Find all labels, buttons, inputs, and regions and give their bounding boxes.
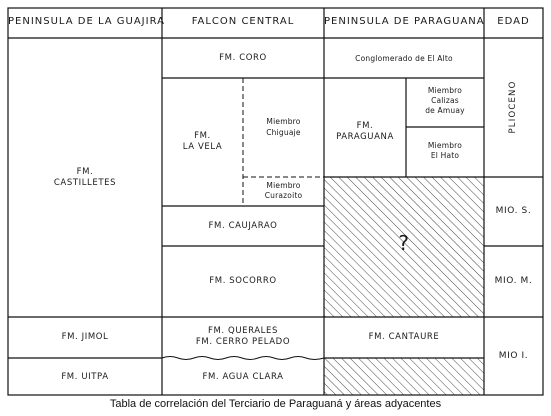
edad-mio-s: MIO. S. (495, 206, 532, 216)
conglomerado-el-alto: Conglomerado de El Alto (355, 54, 453, 63)
edad-mio-m: MIO. M. (494, 276, 533, 286)
fm-paraguana: FM. PARAGUANA (336, 121, 394, 142)
miembro-curazoito: Miembro Curazoito (264, 181, 303, 200)
miembro-el-hato: Miembro El Hato (427, 141, 463, 160)
fm-agua-clara: FM. AGUA CLARA (202, 372, 284, 382)
fm-querales-cerro-pelado: FM. QUERALES FM. CERRO PELADO (195, 326, 291, 347)
fm-coro: FM. CORO (219, 53, 267, 63)
header-paraguana: PENINSULA DE PARAGUANA (324, 16, 485, 27)
unconformity-line (162, 357, 324, 360)
fm-jimol: FM. JIMOL (61, 332, 109, 342)
fm-castilletes: FM. CASTILLETES (53, 167, 117, 188)
header-edad: EDAD (497, 16, 530, 27)
edad-plioceno: PLIOCENO (508, 80, 518, 134)
fm-uitpa: FM. UITPA (61, 372, 109, 382)
fm-socorro: FM. SOCORRO (209, 276, 277, 286)
miembro-chiguaje: Miembro Chiguaje (266, 117, 301, 137)
unknown-question-mark: ? (398, 231, 410, 255)
table-caption: Tabla de correlación del Terciario de Paraguaná y áreas adyacentes (109, 398, 442, 410)
header-guajira: PENINSULA DE LA GUAJIRA (8, 16, 165, 27)
fm-caujarao: FM. CAUJARAO (208, 221, 278, 231)
hatched-gap-lower (324, 358, 484, 395)
edad-mio-i: MIO I. (498, 351, 529, 361)
fm-la-vela: FM. LA VELA (182, 131, 223, 152)
miembro-calizas-amuay: Miembro Calizas de Amuay (425, 86, 465, 115)
header-falcon: FALCON CENTRAL (191, 16, 295, 27)
fm-cantaure: FM. CANTAURE (368, 332, 440, 342)
